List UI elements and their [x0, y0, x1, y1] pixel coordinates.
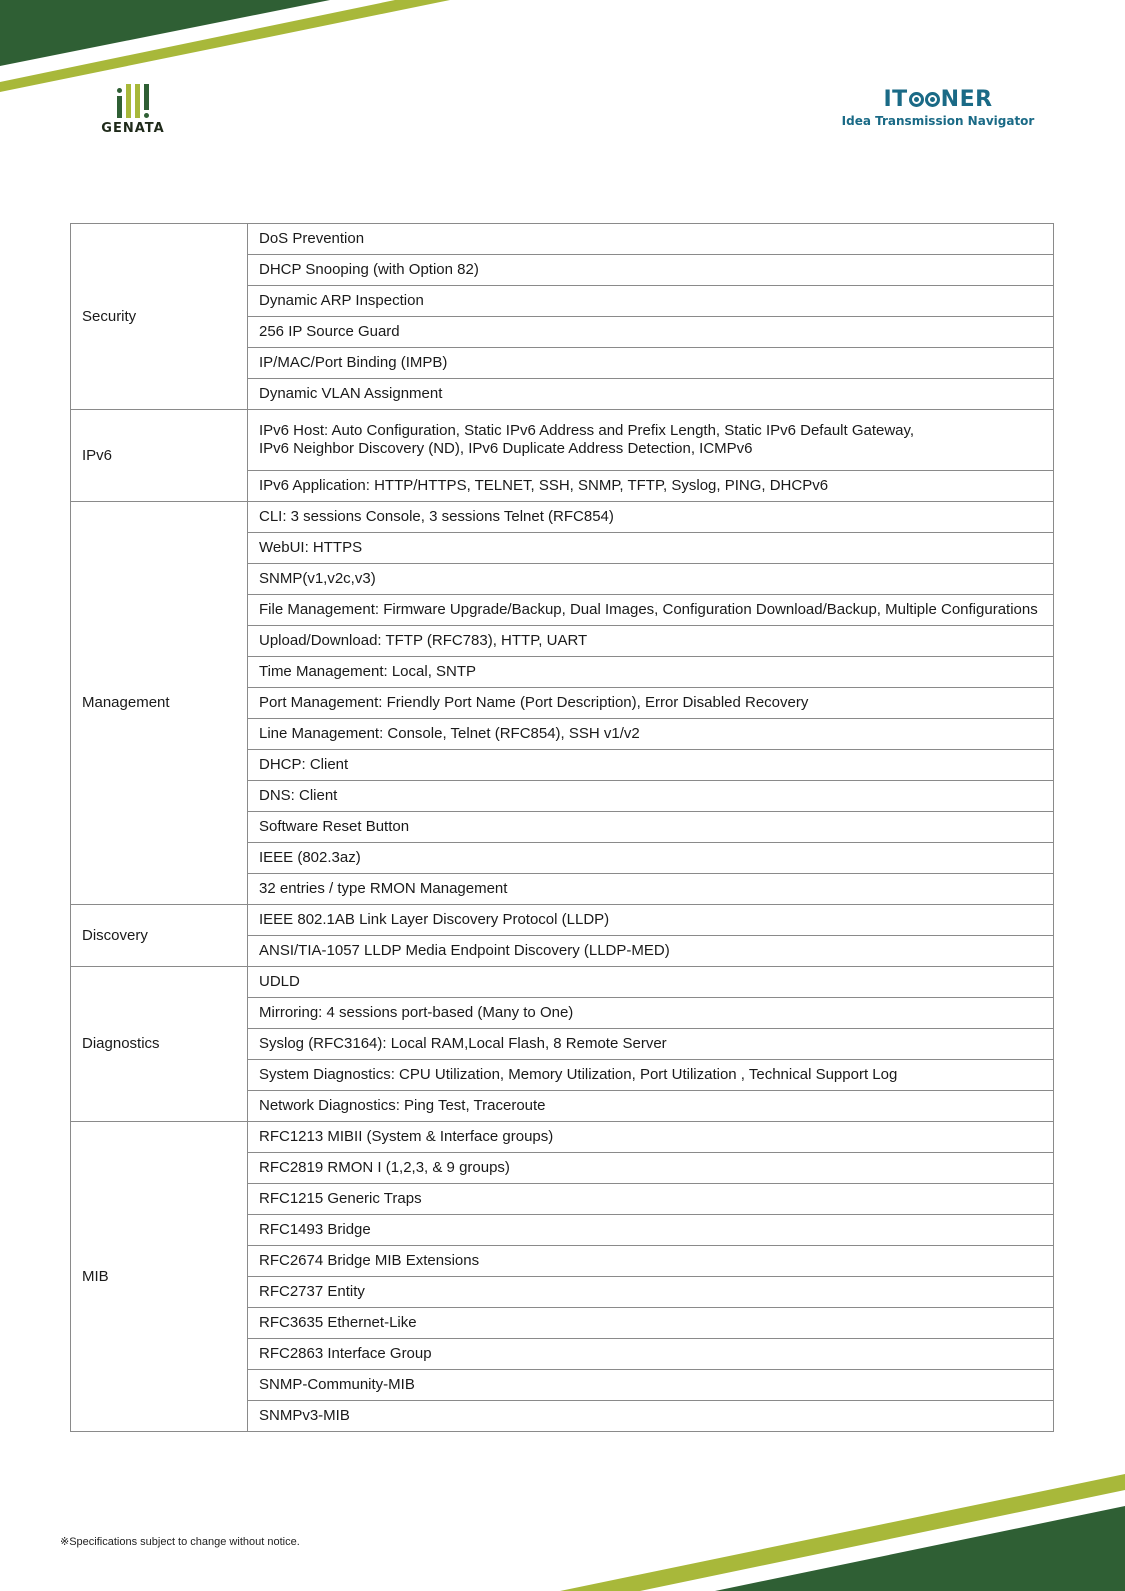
table-row — [71, 1122, 1054, 1153]
footnote: ※Specifications subject to change without notice. — [60, 1536, 300, 1548]
itooner-tagline: Idea Transmission Navigator — [841, 114, 1035, 128]
feature-cell: Line Management: Console, Telnet (RFC854), SSH v1/v2 — [248, 719, 1054, 750]
table-row — [71, 967, 1054, 998]
category-cell: IPv6 — [71, 410, 248, 502]
feature-cell: SNMPv3-MIB — [248, 1401, 1054, 1432]
feature-cell: RFC1493 Bridge — [248, 1215, 1054, 1246]
feature-cell: CLI: 3 sessions Console, 3 sessions Telnet (RFC854) — [248, 502, 1054, 533]
feature-cell: ANSI/TIA-1057 LLDP Media Endpoint Discovery (LLDP-MED) — [248, 936, 1054, 967]
feature-cell: RFC2863 Interface Group — [248, 1339, 1054, 1370]
feature-cell: IEEE (802.3az) — [248, 843, 1054, 874]
category-cell: Diagnostics — [71, 967, 248, 1122]
feature-cell: Dynamic ARP Inspection — [248, 286, 1054, 317]
feature-cell: DHCP: Client — [248, 750, 1054, 781]
feature-cell: SNMP(v1,v2c,v3) — [248, 564, 1054, 595]
feature-cell: Network Diagnostics: Ping Test, Traceroute — [248, 1091, 1054, 1122]
table-row — [71, 224, 1054, 255]
feature-line: IPv6 Host: Auto Configuration, Static IPv6 Address and Prefix Length, Static IPv6 Default Gateway, — [259, 422, 915, 439]
feature-cell: IPv6 Application: HTTP/HTTPS, TELNET, SSH, SNMP, TFTP, Syslog, PING, DHCPv6 — [248, 471, 1054, 502]
bottom-lime-stripe — [560, 1474, 1125, 1591]
category-cell: Discovery — [71, 905, 248, 967]
top-dark-stripe — [0, 0, 330, 66]
feature-cell: RFC2737 Entity — [248, 1277, 1054, 1308]
feature-cell: DoS Prevention — [248, 224, 1054, 255]
feature-cell: Software Reset Button — [248, 812, 1054, 843]
feature-cell — [248, 410, 1054, 471]
eyes-icon — [909, 92, 940, 107]
category-cell: Security — [71, 224, 248, 410]
feature-cell: RFC1213 MIBII (System & Interface groups) — [248, 1122, 1054, 1153]
bottom-dark-stripe — [715, 1506, 1125, 1591]
feature-line: IPv6 Neighbor Discovery (ND), IPv6 Duplicate Address Detection, ICMPv6 — [259, 440, 753, 457]
feature-cell: IEEE 802.1AB Link Layer Discovery Protocol (LLDP) — [248, 905, 1054, 936]
itooner-suffix: NER — [940, 86, 993, 112]
genata-bars-icon — [98, 82, 168, 118]
feature-cell: File Management: Firmware Upgrade/Backup, Dual Images, Configuration Download/Backup, Multiple Configurations — [248, 595, 1054, 626]
spec-table-body — [71, 224, 1054, 1432]
feature-cell: RFC1215 Generic Traps — [248, 1184, 1054, 1215]
feature-cell: Time Management: Local, SNTP — [248, 657, 1054, 688]
table-row — [71, 410, 1054, 471]
feature-cell: RFC2674 Bridge MIB Extensions — [248, 1246, 1054, 1277]
feature-cell: Port Management: Friendly Port Name (Port Description), Error Disabled Recovery — [248, 688, 1054, 719]
top-lime-stripe — [0, 0, 450, 92]
feature-cell: Dynamic VLAN Assignment — [248, 379, 1054, 410]
feature-cell: WebUI: HTTPS — [248, 533, 1054, 564]
category-cell: Management — [71, 502, 248, 905]
genata-logo-text: GENATA — [101, 121, 165, 136]
feature-cell: RFC2819 RMON I (1,2,3, & 9 groups) — [248, 1153, 1054, 1184]
feature-cell: 256 IP Source Guard — [248, 317, 1054, 348]
itooner-wordmark — [838, 86, 1038, 112]
feature-cell: 32 entries / type RMON Management — [248, 874, 1054, 905]
feature-cell: RFC3635 Ethernet-Like — [248, 1308, 1054, 1339]
genata-logo — [98, 82, 168, 136]
feature-cell: DNS: Client — [248, 781, 1054, 812]
feature-cell: Mirroring: 4 sessions port-based (Many to One) — [248, 998, 1054, 1029]
feature-cell: IP/MAC/Port Binding (IMPB) — [248, 348, 1054, 379]
feature-cell: DHCP Snooping (with Option 82) — [248, 255, 1054, 286]
feature-cell: Upload/Download: TFTP (RFC783), HTTP, UART — [248, 626, 1054, 657]
table-row — [71, 502, 1054, 533]
feature-cell: SNMP-Community-MIB — [248, 1370, 1054, 1401]
spec-table — [70, 223, 1054, 1432]
feature-cell: System Diagnostics: CPU Utilization, Memory Utilization, Port Utilization , Technical Support Log — [248, 1060, 1054, 1091]
itooner-logo — [838, 86, 1038, 128]
category-cell: MIB — [71, 1122, 248, 1432]
feature-cell: Syslog (RFC3164): Local RAM,Local Flash, 8 Remote Server — [248, 1029, 1054, 1060]
itooner-prefix: IT — [883, 86, 908, 112]
table-row — [71, 905, 1054, 936]
feature-cell: UDLD — [248, 967, 1054, 998]
